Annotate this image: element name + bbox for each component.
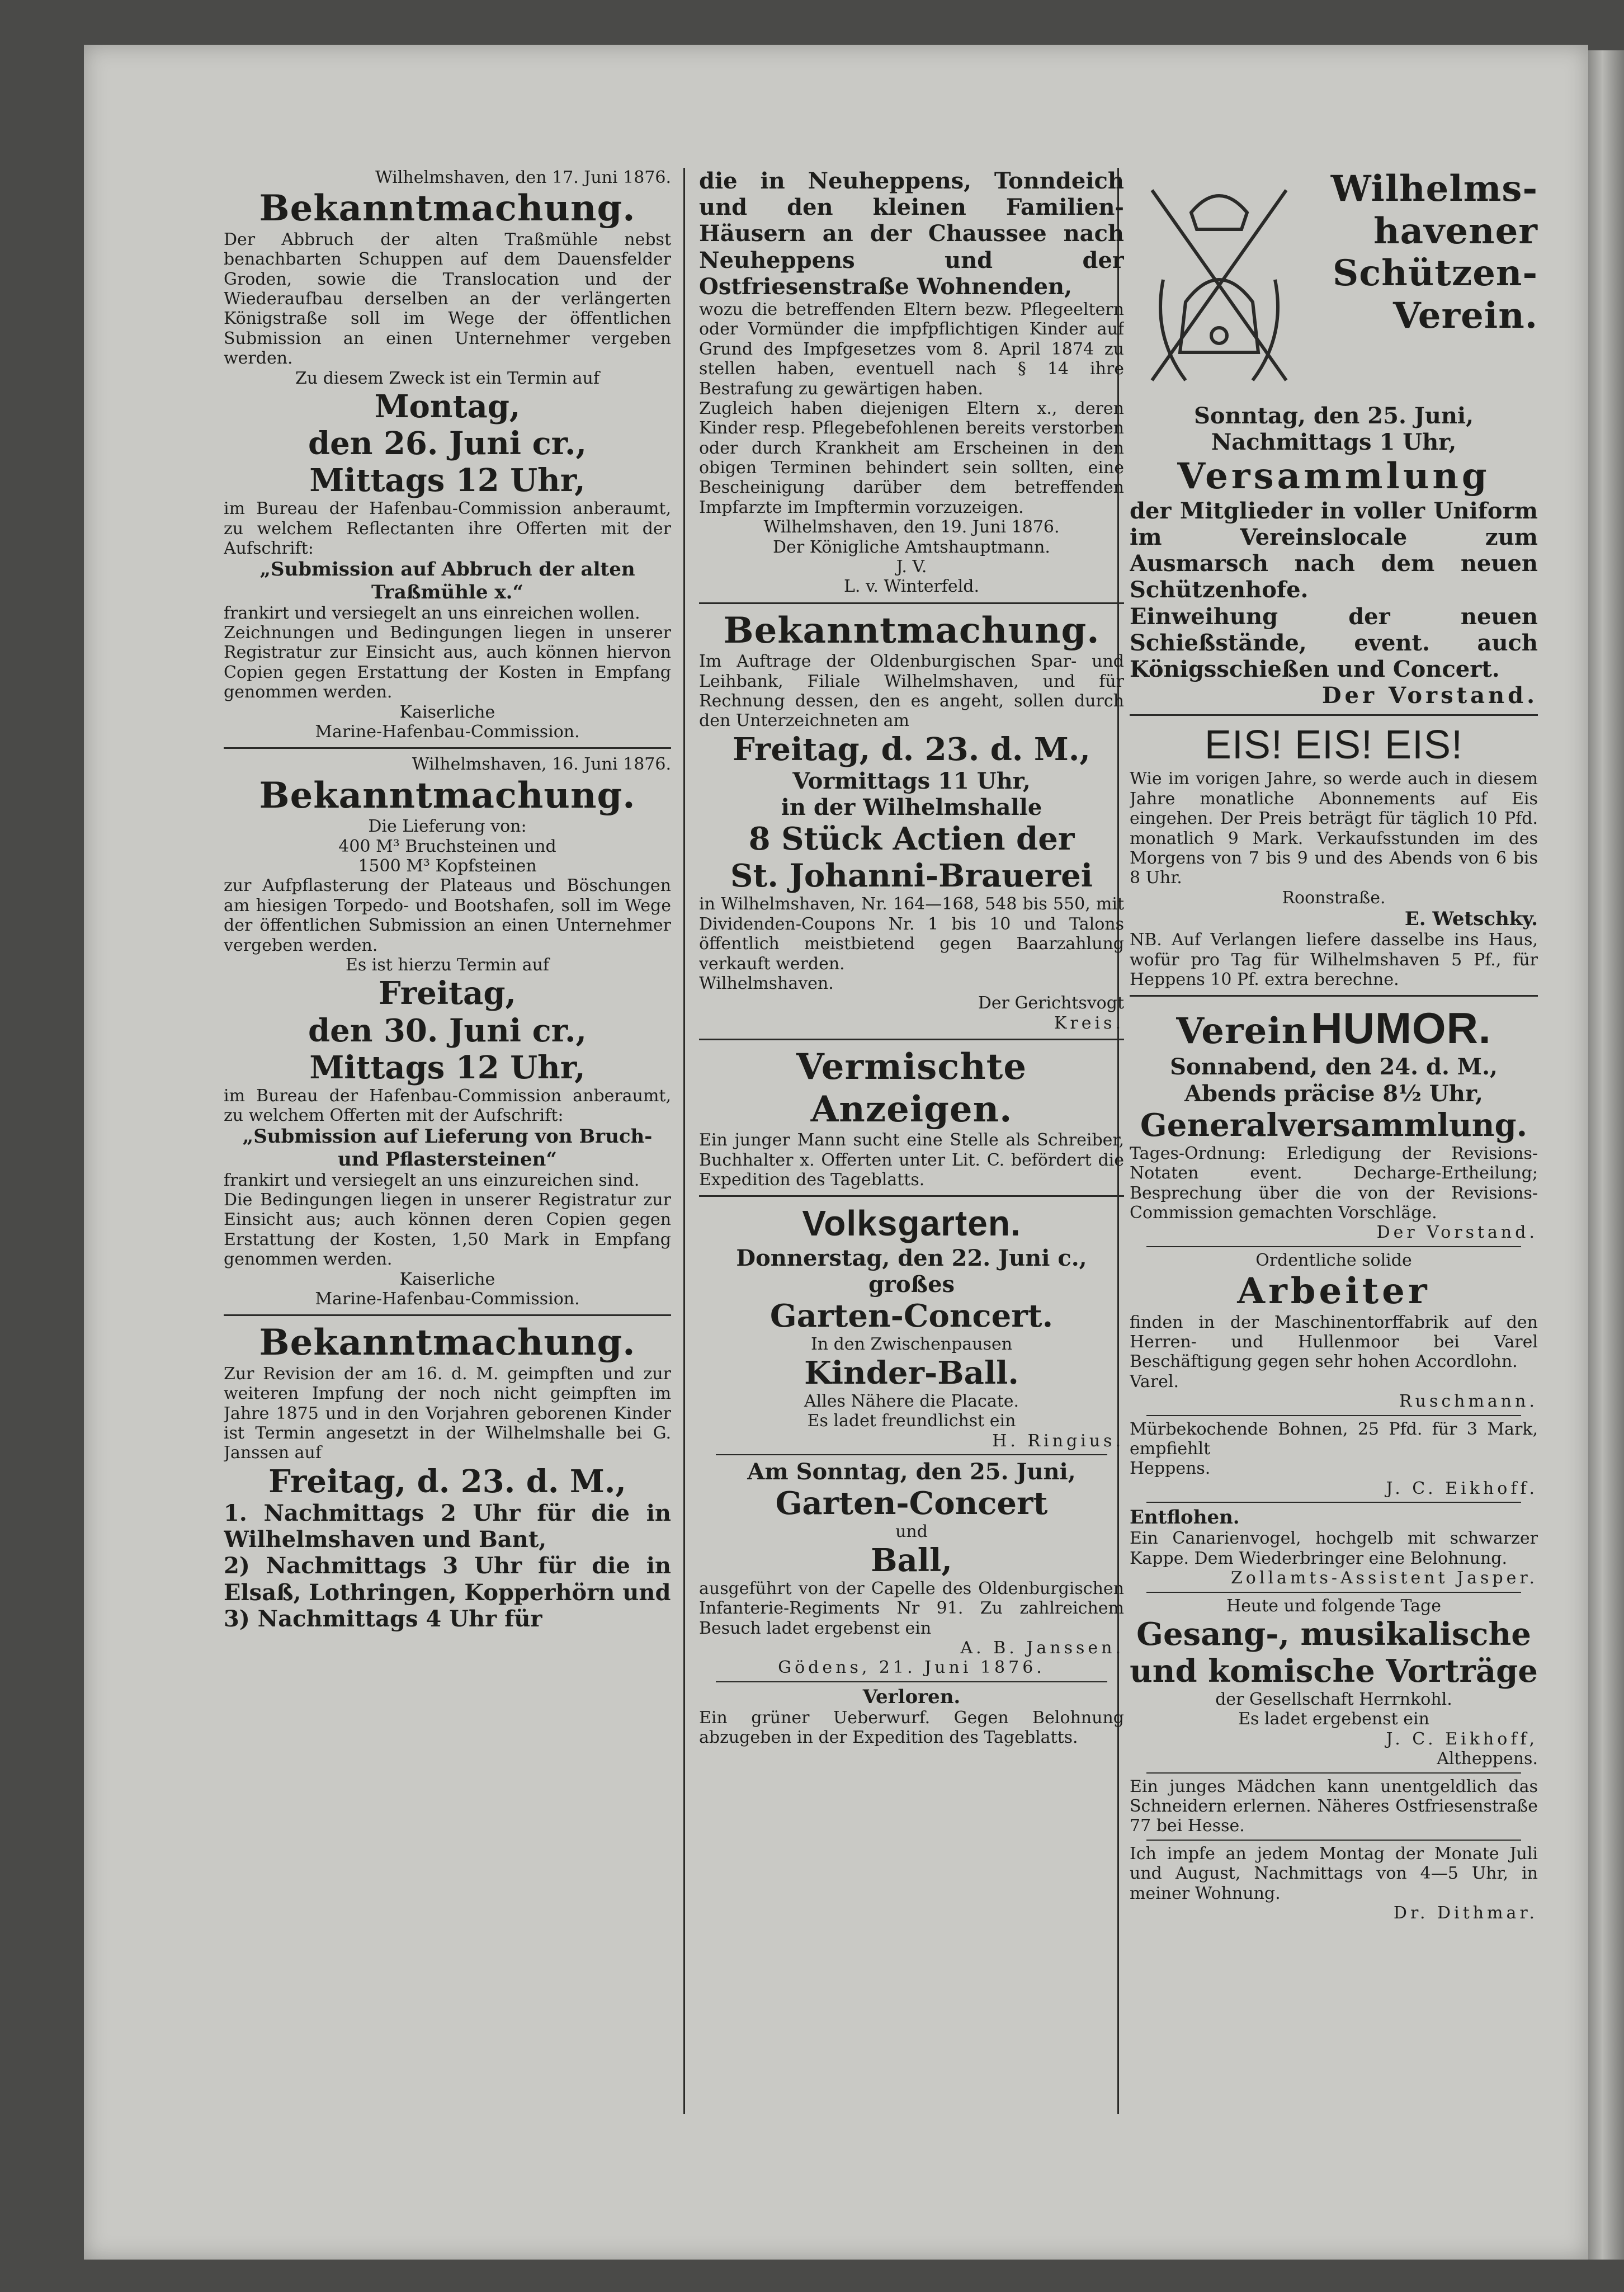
- time-line: Vormittags 11 Uhr,: [792, 767, 1031, 794]
- signature: Ruschmann.: [1399, 1392, 1538, 1412]
- body-text: Zu diesem Zweck ist ein Termin auf: [295, 368, 599, 388]
- body-text: wozu die betreffenden Eltern bezw. Pflegeeltern oder Vormünder die impfpflichtigen Kinder auf Grund des Impfgesetzes vom 8. April 1874 zu stellen haben, eventuell nach § 14 ihre Bestrafung zu gewärtigen haben.: [699, 299, 1124, 399]
- divider: [699, 1195, 1124, 1197]
- bold-text: großes: [868, 1271, 955, 1298]
- club-title: HUMOR.: [1311, 1003, 1491, 1053]
- shooting-club-emblem-icon: [1130, 168, 1309, 403]
- body-text: frankirt und versiegelt an uns einreichen wollen.: [224, 603, 640, 623]
- date-line: Am Sonntag, den 25. Juni,: [747, 1459, 1076, 1485]
- body-text: Ein grüner Ueberwurf. Gegen Belohnung abzugeben in der Expedition des Tageblatts.: [699, 1708, 1124, 1748]
- body-text: frankirt und versiegelt an uns einzureichen sind.: [224, 1170, 640, 1190]
- club-title-row: [1130, 1002, 1538, 1054]
- body-text: Es ladet ergebenst ein: [1238, 1709, 1429, 1729]
- heading: Bekanntmachung.: [259, 187, 636, 230]
- divider: [1130, 714, 1538, 716]
- date-line: Sonnabend, den 24. d. M.,: [1170, 1054, 1498, 1081]
- signature: Kaiserliche: [399, 702, 495, 722]
- date-line: Mittags 12 Uhr,: [309, 1049, 586, 1086]
- date-line: Sonntag, den 25. Juni,: [1193, 403, 1474, 429]
- heading: Bekanntmachung.: [259, 774, 636, 817]
- schedule-line: 1. Nachmittags 2 Uhr für die in Wilhelmshaven und Bant,: [224, 1499, 671, 1553]
- column-rule: [683, 168, 685, 2114]
- body-text: Ein Canarienvogel, hochgelb mit schwarzer Kappe. Dem Wiederbringer eine Belohnung.: [1130, 1529, 1538, 1568]
- signature: Der Gerichtsvogt: [978, 993, 1124, 1013]
- quote: „Submission auf Lieferung von Bruch- und Pflastersteinen“: [242, 1125, 653, 1171]
- signature: J. V.: [896, 557, 927, 577]
- ad-impfung: [224, 1322, 671, 1631]
- event-title: Kinder-Ball.: [804, 1354, 1019, 1392]
- signature: Der Vorstand.: [1376, 1223, 1538, 1243]
- place: Heppens.: [1130, 1459, 1211, 1479]
- list-item: 400 M³ Bruchsteinen und: [338, 836, 556, 856]
- signature: Der Königliche Amtshauptmann.: [773, 537, 1050, 557]
- signature: Dr. Dithmar.: [1393, 1903, 1538, 1923]
- date-line: Donnerstag, den 22. Juni c.,: [736, 1244, 1087, 1271]
- event-title: Versammlung: [1177, 455, 1490, 498]
- body-text: Zeichnungen und Bedingungen liegen in unserer Registratur zur Einsicht aus, auch können hiervon Copien gegen Erstattung der Kosten in Empfang genommen werden.: [224, 623, 671, 702]
- heading: Bekanntmachung.: [259, 1322, 636, 1364]
- ad-schneidern: [1130, 1777, 1538, 1836]
- club-title: Wilhelms-: [1330, 168, 1538, 210]
- date-line: Mittags 12 Uhr,: [309, 462, 586, 499]
- bold-text: Einweihung der neuen Schießstände, event. auch Königsschießen und Concert.: [1130, 603, 1538, 683]
- body-text: im Bureau der Hafenbau-Commission anberaumt, zu welchem Reflectanten ihre Offerten mit der Aufschrift:: [224, 499, 671, 559]
- body-text: Ordentliche solide: [1255, 1250, 1412, 1270]
- divider: [1146, 1592, 1521, 1593]
- ad-arbeiter: [1130, 1251, 1538, 1412]
- body-text: Zur Revision der am 16. d. M. geimpften und zur weiteren Impfung der noch nicht geimpften im Jahre 1875 und in den Vorjahren geborenen Kinder ist Termin angesetzt in der Wilhelmshalle bei G. Janssen auf: [224, 1364, 671, 1463]
- divider: [716, 1681, 1107, 1682]
- heading: Verloren.: [862, 1685, 961, 1708]
- ad-pflastersteine: [224, 754, 671, 1309]
- place: Altheppens.: [1437, 1749, 1538, 1769]
- divider: [699, 602, 1124, 604]
- column-1: [224, 168, 671, 2114]
- schedule-line: 3) Nachmittags 4 Uhr für: [224, 1605, 542, 1632]
- divider: [224, 1314, 671, 1316]
- ad-bohnen: [1130, 1419, 1538, 1499]
- body-text: Ein junges Mädchen kann unentgeldlich das Schneidern erlernen. Näheres Ostfriesenstraße 77 bei Hesse.: [1130, 1776, 1538, 1836]
- list-item: 1500 M³ Kopfsteinen: [358, 856, 537, 876]
- event-title: Generalversammlung.: [1140, 1106, 1528, 1144]
- signature: Kaiserliche: [399, 1269, 495, 1289]
- item-line: 8 Stück Actien der: [748, 820, 1075, 858]
- ad-entflohen: [1130, 1506, 1538, 1588]
- place-line: in der Wilhelmshalle: [781, 794, 1042, 821]
- street: Roonstraße.: [1282, 888, 1386, 908]
- body-text: in Wilhelmshaven, Nr. 164—168, 548 bis 550, mit Dividenden-Coupons Nr. 1 bis 10 und Talons öffentlich meistbietend gegen Baarzahlung verkauft werden.: [699, 894, 1124, 974]
- ad-vermischte: [699, 1046, 1124, 1190]
- body-text: NB. Auf Verlangen liefere dasselbe ins Haus, wofür pro Tag für Wilhelmshaven 5 Pf., für Heppens 10 Pf. extra berechne.: [1130, 930, 1538, 989]
- dateline: Wilhelmshaven, den 17. Juni 1876.: [375, 168, 671, 187]
- signature: L. v. Winterfeld.: [843, 577, 980, 597]
- heading: Bekanntmachung.: [723, 609, 1100, 652]
- divider: [1146, 1246, 1521, 1247]
- item-line: St. Johanni-Brauerei: [730, 857, 1093, 895]
- divider: [224, 747, 671, 749]
- body-text: zur Aufpflasterung der Plateaus und Böschungen am hiesigen Torpedo- und Bootshafen, soll im Wege der öffentlichen Submission an einen Unternehmer vergeben werden.: [224, 876, 671, 955]
- signature: J. C. Eikhoff,: [1386, 1729, 1538, 1749]
- date-line: Freitag, d. 23. d. M.,: [268, 1463, 626, 1500]
- signature: Kreis.: [1054, 1013, 1124, 1033]
- ad-impfe: [1130, 1844, 1538, 1923]
- date-line: den 30. Juni cr.,: [308, 1012, 587, 1049]
- heading: Gesang-, musikalische und komische Vorträge: [1130, 1615, 1538, 1690]
- event-title: Garten-Concert: [775, 1485, 1048, 1522]
- body-text: ausgeführt von der Capelle des Oldenburgischen Infanterie-Regiments Nr 91. Zu zahlreichem Besuch ladet ergebenst ein: [699, 1578, 1124, 1638]
- place: Wilhelmshaven.: [699, 974, 834, 994]
- body-text: Es ist hierzu Termin auf: [345, 955, 550, 975]
- heading: Vermischte Anzeigen.: [796, 1046, 1027, 1130]
- heading: Volksgarten.: [802, 1203, 1021, 1244]
- dateline: Gödens, 21. Juni 1876.: [778, 1658, 1045, 1678]
- body-text: Tages-Ordnung: Erledigung der Revisions-Notaten event. Decharge-Ertheilung; Besprechung über die von der Revisions-Commission gemachten Vorschläge.: [1130, 1143, 1538, 1223]
- signature: E. Wetschky.: [1404, 908, 1538, 931]
- place: Varel.: [1130, 1371, 1179, 1392]
- quote: „Submission auf Abbruch der alten Traßmühle x.“: [259, 558, 635, 603]
- body-text: Alles Nähere die Placate.: [804, 1391, 1019, 1411]
- divider: [1146, 1772, 1521, 1774]
- body-text: im Bureau der Hafenbau-Commission anberaumt, zu welchem Offerten mit der Aufschrift:: [224, 1086, 671, 1126]
- date-line: Freitag,: [379, 975, 516, 1012]
- signature: Marine-Hafenbau-Commission.: [315, 722, 580, 742]
- date-line: Freitag, d. 23. d. M.,: [733, 730, 1090, 768]
- ad-volksgarten: [699, 1202, 1124, 1451]
- dateline: Wilhelmshaven, den 19. Juni 1876.: [763, 517, 1060, 537]
- body-text: Zugleich haben diejenigen Eltern x., deren Kinder resp. Pflegebefohlenen bereits verstorben oder durch Krankheit am Erscheinen in den obigen Terminen behindert sein sollten, eine Bescheinigung darüber dem betreffenden Impfarzte im Impftermin vorzuzeigen.: [699, 398, 1124, 517]
- body-text: Die Lieferung von:: [368, 817, 527, 837]
- body-text: Im Auftrage der Oldenburgischen Spar- und Leihbank, Filiale Wilhelmshaven, und für Rechnung dessen, den es angeht, sollen durch den Unterzeichneten am: [699, 652, 1124, 731]
- divider: [716, 1454, 1107, 1455]
- body-text: Der Abbruch der alten Traßmühle nebst benachbarten Schuppen auf dem Dauensfelder Groden, sowie die Translocation und der Wiederaufbau derselben an der verlängerten Königstraße soll im Wege der öffentlichen Submission an einen Unternehmer vergeben werden.: [224, 229, 671, 369]
- schedule-line: 2) Nachmittags 3 Uhr für die in Elsaß, Lothringen, Kopperhörn und: [224, 1553, 671, 1606]
- ad-impfung-cont: [699, 168, 1124, 597]
- signature: Marine-Hafenbau-Commission.: [315, 1289, 580, 1309]
- column-2: [699, 168, 1124, 2114]
- ad-eis: [1130, 721, 1538, 989]
- page-edge: [1588, 50, 1624, 2260]
- divider: [1146, 1415, 1521, 1416]
- divider: [1130, 995, 1538, 997]
- signature: Zollamts-Assistent Jasper.: [1230, 1568, 1538, 1588]
- body-text: Die Bedingungen liegen in unserer Registratur zur Einsicht aus; auch können deren Copien gegen Erstattung der Kosten, 1,50 Mark in Empfang genommen werden.: [224, 1190, 671, 1270]
- ad-schuetzenverein: [1130, 168, 1538, 709]
- heading: Arbeiter: [1237, 1270, 1431, 1313]
- signature: H. Ringius.: [992, 1431, 1124, 1451]
- body-text: Ein junger Mann sucht eine Stelle als Schreiber, Buchhalter x. Offerten unter Lit. C. befördert die Expedition des Tageblatts.: [699, 1130, 1124, 1190]
- signature: J. C. Eikhoff.: [1386, 1478, 1538, 1498]
- body-text: finden in der Maschinentorffabrik auf den Herren- und Hullenmoor bei Varel Beschäftigung gegen sehr hohen Accordlohn.: [1130, 1312, 1538, 1372]
- ad-verloren: [699, 1686, 1124, 1748]
- club-title: Verein: [1176, 1010, 1309, 1053]
- ad-garten-concert: [699, 1459, 1124, 1678]
- column-3: [1130, 168, 1538, 2114]
- body-text: Heute und folgende Tage: [1226, 1596, 1442, 1616]
- time-line: Abends präcise 8½ Uhr,: [1184, 1080, 1483, 1107]
- event-title: Garten-Concert.: [769, 1298, 1054, 1335]
- body-text: der Gesellschaft Herrnkohl.: [1215, 1690, 1452, 1710]
- ad-vortraege: [1130, 1596, 1538, 1769]
- bold-text: der Mitglieder in voller Uniform im Vereinslocale zum Ausmarsch nach dem neuen Schützenhofe.: [1130, 497, 1538, 603]
- body-text: und: [895, 1522, 928, 1542]
- body-text: Wie im vorigen Jahre, so werde auch in diesem Jahre monatliche Abonnements auf Eis eingehen. Der Preis beträgt für täglich 10 Pfd. monatlich 9 Mark. Verkaufsstunden im des Morgens von 7 bis 9 und des Abends von 6 bis 8 Uhr.: [1130, 769, 1538, 888]
- body-text: Ich impfe an jedem Montag der Monate Juli und August, Nachmittags von 4—5 Uhr, in meiner Wohnung.: [1130, 1843, 1538, 1903]
- signature: Der Vorstand.: [1321, 682, 1538, 709]
- signature: A. B. Janssen.: [960, 1638, 1124, 1658]
- club-title: Schützen-: [1333, 252, 1538, 295]
- event-title: Ball,: [871, 1541, 952, 1579]
- divider: [1146, 1502, 1521, 1503]
- ad-actien: [699, 610, 1124, 1033]
- body-text: In den Zwischenpausen: [810, 1334, 1013, 1355]
- bold-text: Entflohen.: [1130, 1506, 1240, 1529]
- heading: EIS! EIS! EIS!: [1204, 723, 1464, 768]
- dateline: Wilhelmshaven, 16. Juni 1876.: [412, 754, 671, 775]
- body-text: Mürbekochende Bohnen, 25 Pfd. für 3 Mark, empfiehlt: [1130, 1419, 1538, 1459]
- club-title: Verein.: [1392, 294, 1538, 337]
- ad-humor: [1130, 1002, 1538, 1242]
- bold-text: die in Neuheppens, Tonndeich und den kleinen Familien-Häusern an der Chaussee nach Neuheppens und der Ostfriesenstraße Wohnenden,: [699, 168, 1124, 300]
- date-line: den 26. Juni cr.,: [308, 425, 587, 463]
- club-title: havener: [1373, 210, 1538, 252]
- ad-trassmuehle: [224, 168, 671, 742]
- body-text: Es ladet freundlichst ein: [807, 1411, 1016, 1431]
- divider: [699, 1039, 1124, 1040]
- divider: [1146, 1840, 1521, 1841]
- date-line: Montag,: [374, 388, 521, 426]
- time-line: Nachmittags 1 Uhr,: [1211, 429, 1457, 456]
